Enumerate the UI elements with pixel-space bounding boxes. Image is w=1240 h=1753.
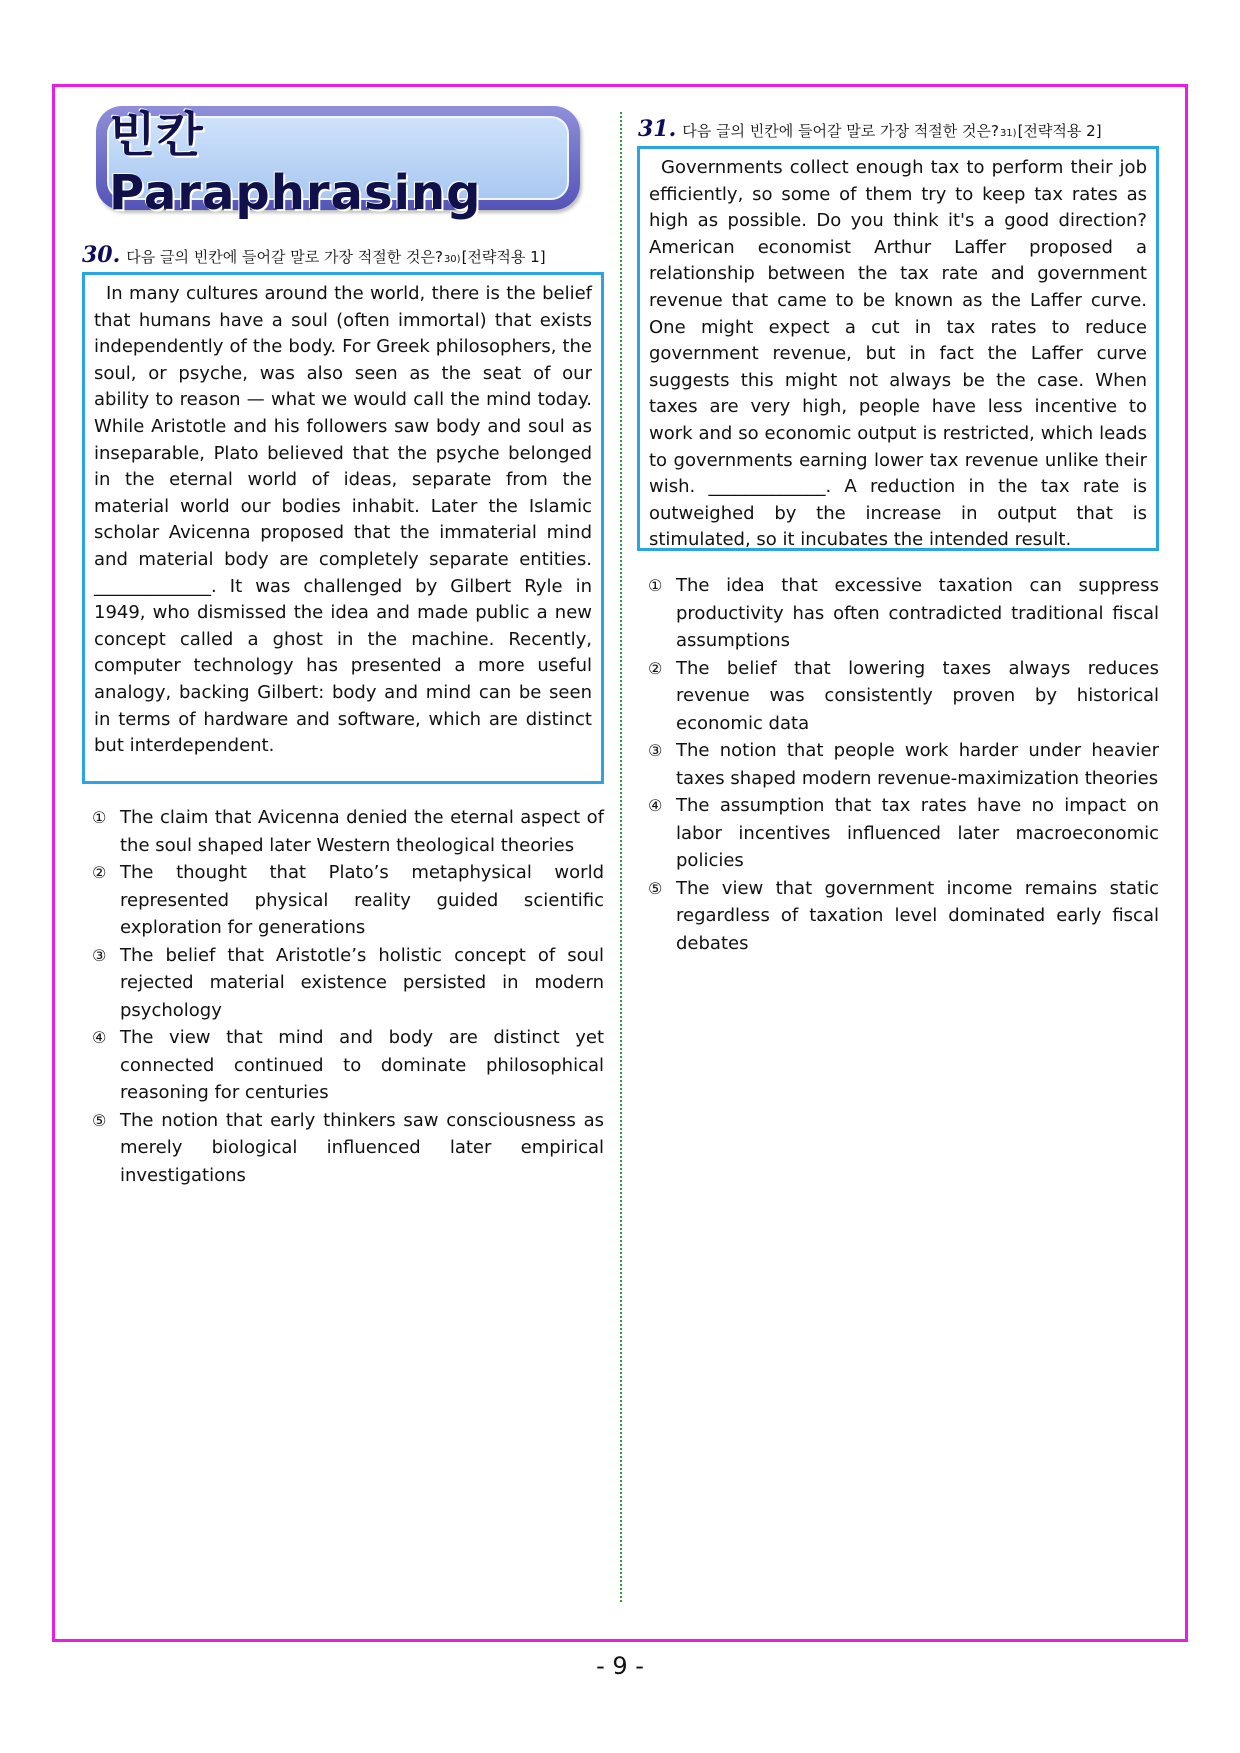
- choice-text: The view that mind and body are distinct yet connected continued to dominate philosophical reasoning for centuries: [120, 1027, 604, 1103]
- question-31-header: [638, 116, 1102, 142]
- section-title: 빈칸 Paraphrasing: [109, 106, 482, 221]
- choice-number: ③: [648, 741, 663, 760]
- question-30-prompt: 다음 글의 빈칸에 들어갈 말로 가장 적절한 것은?: [126, 248, 443, 266]
- choice-item[interactable]: [92, 942, 604, 1025]
- choice-text: The claim that Avicenna denied the eternal aspect of the soul shaped later Western theological theories: [120, 807, 604, 856]
- question-31-prompt: 다음 글의 빈칸에 들어갈 말로 가장 적절한 것은?: [682, 122, 999, 140]
- choice-item[interactable]: [92, 859, 604, 942]
- choice-item[interactable]: [648, 875, 1159, 958]
- choice-item[interactable]: [92, 1107, 604, 1190]
- choice-number: ①: [648, 576, 663, 595]
- choice-item[interactable]: [648, 655, 1159, 738]
- choice-item[interactable]: [648, 572, 1159, 655]
- choice-item[interactable]: [648, 737, 1159, 792]
- choice-text: The idea that excessive taxation can suppress productivity has often contradicted traditional fiscal assumptions: [676, 575, 1159, 651]
- choice-number: ②: [648, 658, 663, 678]
- choice-number: ⑤: [92, 1110, 107, 1130]
- question-31-tag: [전략적용 2]: [1017, 122, 1102, 140]
- choice-number: ④: [92, 1028, 107, 1047]
- question-30-choices: [92, 804, 604, 1189]
- section-title-inner: [107, 106, 569, 221]
- question-30-number: 30.: [82, 242, 121, 268]
- choice-text: The belief that lowering taxes always reduces revenue was consistently proven by historical economic data: [676, 657, 1159, 734]
- choice-number: ③: [92, 945, 107, 965]
- choice-text: The belief that Aristotle’s holistic concept of soul rejected material existence persisted in modern psychology: [120, 944, 604, 1021]
- question-30-passage: In many cultures around the world, there is the belief that humans have a soul (often immortal) that exists independently of the body. For Greek philosophers, the soul, or psyche, was also seen as the seat of our ability to reason — what we would call the mind today. While Aristotle and his followers saw body and soul as inseparable, Plato believed that the psyche belonged in the eternal world of ideas, separate from the material world our bodies inhabit. Later the Islamic scholar Avicenna proposed that the immaterial mind and material body are completely separate entities. _____________. It was challenged by Gilbert Ryle in 1949, who dismissed the idea and made public a new concept called a ghost in the machine. Recently, computer technology has presented a more useful analogy, backing Gilbert: body and mind can be seen in terms of hardware and software, which are distinct but interdependent.: [82, 272, 604, 784]
- choice-text: The assumption that tax rates have no impact on labor incentives influenced later macroeconomic policies: [676, 795, 1159, 871]
- choice-text: The thought that Plato’s metaphysical world represented physical reality guided scientific exploration for generations: [120, 862, 604, 938]
- question-30-footnote: 30): [443, 254, 461, 265]
- section-title-plate: [96, 106, 580, 221]
- choice-item[interactable]: [92, 1024, 604, 1107]
- question-30-header: [82, 242, 546, 268]
- choice-number: ②: [92, 863, 107, 882]
- question-30-tag: [전략적용 1]: [461, 248, 546, 266]
- choice-number: ①: [92, 808, 107, 827]
- choice-item[interactable]: [92, 804, 604, 859]
- choice-text: The notion that people work harder under heavier taxes shaped modern revenue-maximization theories: [676, 740, 1159, 789]
- choice-item[interactable]: [648, 792, 1159, 875]
- choice-text: The view that government income remains static regardless of taxation level dominated early fiscal debates: [676, 877, 1159, 954]
- choice-text: The notion that early thinkers saw consciousness as merely biological influenced later empirical investigations: [120, 1109, 604, 1186]
- question-31-passage: Governments collect enough tax to perform their job efficiently, so some of them try to keep tax rates as high as possible. Do you think it's a good direction? American economist Arthur Laffer proposed a relationship between the tax rate and government revenue that came to be known as the Laffer curve. One might expect a cut in tax rates to reduce government revenue, but in fact the Laffer curve suggests this might not always be the case. When taxes are very high, people have less incentive to work and so economic output is restricted, which leads to governments earning lower tax revenue unlike their wish. _____________. A reduction in the tax rate is outweighed by the increase in output that is stimulated, so it incubates the intended result.: [637, 146, 1159, 551]
- page-number: - 9 -: [596, 1652, 644, 1680]
- column-divider: [620, 112, 622, 1602]
- question-31-footnote: 31): [999, 128, 1017, 139]
- question-31-number: 31.: [638, 116, 677, 142]
- choice-number: ⑤: [648, 878, 663, 898]
- question-31-choices: [648, 572, 1159, 957]
- choice-number: ④: [648, 796, 663, 815]
